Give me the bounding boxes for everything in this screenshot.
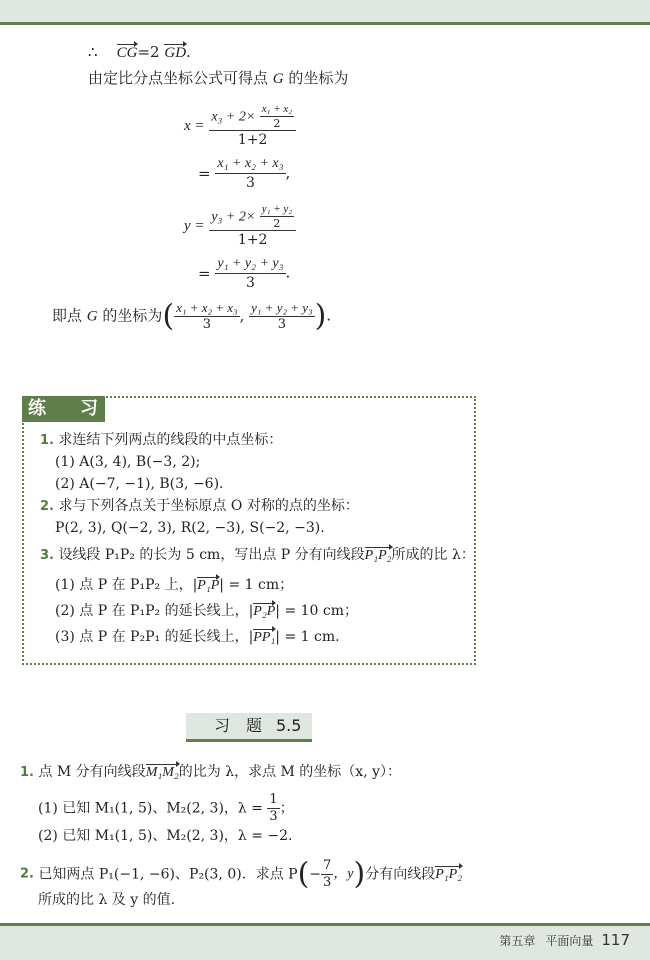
exercise-item-1-sub-1 — [38, 792, 294, 825]
vector: PP₁ — [253, 628, 275, 648]
left-paren: ( — [162, 298, 175, 334]
frac-num: 7 — [323, 858, 332, 873]
exercises-title-char1: 习 — [214, 716, 231, 735]
y-result-fraction — [215, 255, 285, 292]
intro-text: 由定比分点坐标公式可得点 — [88, 69, 269, 87]
vector-m1m2: M₁M₂ — [146, 763, 179, 783]
x-result-fraction — [215, 155, 285, 192]
item-text: 求连结下列两点的线段的中点坐标： — [58, 432, 283, 448]
x-numerator — [209, 103, 296, 131]
conclusion-y-num: y₁ + y₂ + y₃ — [251, 300, 313, 315]
comma: , — [239, 306, 245, 325]
chapter-label: 第五章 — [499, 934, 536, 948]
practice-title-char1: 练 — [28, 398, 46, 419]
px-fraction — [321, 858, 333, 891]
conclusion-x-num: x₁ + x₂ + x₃ — [176, 300, 238, 315]
item-text-b: 分有向线段 — [365, 866, 436, 883]
y-num-text: y₃ + 2× — [211, 209, 256, 225]
conclusion-y-den: 3 — [277, 317, 286, 332]
exercises-title — [186, 713, 312, 742]
y-numerator — [209, 203, 296, 231]
sub-text-b: | = 1 cm. — [275, 629, 340, 645]
practice-item-3-sub-2 — [55, 601, 358, 622]
period: . — [285, 263, 291, 282]
comma: , — [285, 163, 291, 182]
practice-item-1 — [40, 430, 282, 451]
item-number: 1. — [20, 765, 34, 780]
x-label: x = — [184, 118, 205, 134]
exercises-section-number: 5.5 — [276, 716, 302, 735]
item-text-b: 所成的比 λ： — [391, 547, 475, 563]
exercise-item-2 — [20, 858, 462, 891]
vector-p1p2: P₁P₂ — [365, 546, 392, 566]
exercise-item-1 — [20, 762, 401, 783]
item-text-b: 的比为 λ，求点 M 的坐标（x, y）： — [178, 764, 402, 780]
practice-item-3-sub-3 — [55, 627, 340, 648]
y-formula-step2 — [198, 255, 290, 292]
page-number: 117 — [601, 931, 630, 949]
conclusion-y-fraction — [249, 300, 314, 333]
lambda-fraction — [267, 792, 279, 825]
conclusion-x-fraction — [174, 300, 239, 333]
vector: P₁P — [197, 576, 219, 596]
x-formula-step1 — [184, 103, 296, 149]
equals: = — [198, 264, 211, 283]
vector-relation — [88, 42, 191, 63]
equals: = — [198, 164, 211, 183]
vector-p1p2: P₁P₂ — [435, 865, 462, 885]
x-num-text: x₃ + 2× — [211, 109, 256, 125]
page-footer — [499, 931, 630, 949]
vector-cg: CG — [116, 45, 138, 61]
practice-item-3-sub-1 — [55, 575, 293, 596]
item-text: 求与下列各点关于坐标原点 O 对称的点的坐标： — [58, 498, 359, 514]
x-inner-den: 2 — [273, 117, 281, 130]
left-paren: ( — [297, 856, 310, 892]
sub-text-b: | = 10 cm； — [275, 603, 359, 619]
equals-two: =2 — [137, 43, 160, 61]
exercise-item-2-line-2: 所成的比 λ 及 y 的值. — [38, 892, 176, 908]
y-denominator: 1+2 — [237, 232, 268, 248]
conclusion-mid: 的坐标为 — [102, 306, 163, 325]
practice-item-3 — [40, 545, 475, 566]
var-g: G — [272, 71, 284, 87]
sub-text: (1) 已知 M₁(1, 5)、M₂(2, 3)，λ = — [38, 800, 263, 817]
x-inner-num: x₁ + x₂ — [261, 103, 293, 115]
frac-den: 3 — [269, 809, 278, 824]
y-fraction — [209, 203, 296, 249]
y-result-den: 3 — [245, 275, 255, 291]
practice-title-char2: 习 — [80, 398, 98, 419]
sub-text-b: | = 1 cm； — [219, 577, 294, 593]
practice-item-2 — [40, 496, 359, 517]
page-header-band — [0, 0, 650, 25]
y-part: ，y — [333, 866, 354, 882]
practice-item-1-sub-1: (1) A(3, 4), B(−3, 2); — [55, 454, 201, 470]
x-fraction — [209, 103, 296, 149]
practice-title — [22, 396, 105, 422]
x-result-num: x₁ + x₂ + x₃ — [215, 155, 285, 174]
period: . — [186, 43, 191, 61]
vector-gd: GD — [164, 45, 187, 61]
frac-den: 3 — [323, 875, 332, 890]
var-g: G — [86, 308, 98, 325]
y-inner-num: y₁ + y₂ — [261, 203, 293, 215]
y-inner-den: 2 — [273, 217, 281, 230]
item-number: 2. — [20, 866, 34, 882]
y-inner-fraction — [260, 203, 294, 230]
chapter-title: 平面向量 — [545, 934, 594, 948]
x-formula-step2 — [198, 155, 290, 192]
sub-text-a: (1) 点 P 在 P₁P₂ 上，| — [55, 577, 198, 593]
conclusion-prefix: 即点 — [52, 306, 83, 325]
sub-end: ； — [279, 800, 294, 817]
x-denominator: 1+2 — [237, 132, 268, 148]
right-paren: ) — [314, 298, 327, 334]
item-number: 2. — [40, 499, 54, 514]
period: . — [326, 306, 332, 325]
sub-text-a: (3) 点 P 在 P₂P₁ 的延长线上，| — [55, 629, 254, 645]
sub-text-a: (2) 点 P 在 P₁P₂ 的延长线上，| — [55, 603, 254, 619]
y-label: y = — [184, 218, 205, 234]
therefore-symbol: ∴ — [88, 43, 98, 61]
formula-intro — [88, 68, 348, 89]
frac-num: 1 — [269, 792, 278, 807]
exercise-item-1-sub-2: (2) 已知 M₁(1, 5)、M₂(2, 3)，λ = −2. — [38, 828, 293, 844]
conclusion-x-den: 3 — [202, 317, 211, 332]
item-text-a: 点 M 分有向线段 — [38, 764, 146, 780]
minus: − — [309, 866, 322, 883]
intro-end: 的坐标为 — [288, 69, 349, 87]
item-text-a: 设线段 P₁P₂ 的长为 5 cm，写出点 P 分有向线段 — [58, 547, 365, 563]
y-formula-step1 — [184, 203, 296, 249]
practice-item-1-sub-2: (2) A(−7, −1), B(3, −6). — [55, 476, 224, 492]
x-result-den: 3 — [245, 175, 255, 191]
item-text-a: 已知两点 P₁(−1, −6)、P₂(3, 0)．求点 P — [38, 866, 298, 883]
x-inner-fraction — [260, 103, 294, 130]
y-result-num: y₁ + y₂ + y₃ — [215, 255, 285, 274]
conclusion-line — [52, 300, 331, 333]
vector: P₂P — [253, 602, 275, 622]
right-paren: ) — [353, 856, 366, 892]
exercises-title-char2: 题 — [246, 716, 263, 735]
item-number: 1. — [40, 433, 54, 448]
practice-item-2-sub-1: P(2, 3), Q(−2, 3), R(2, −3), S(−2, −3). — [55, 520, 325, 536]
item-number: 3. — [40, 548, 54, 563]
